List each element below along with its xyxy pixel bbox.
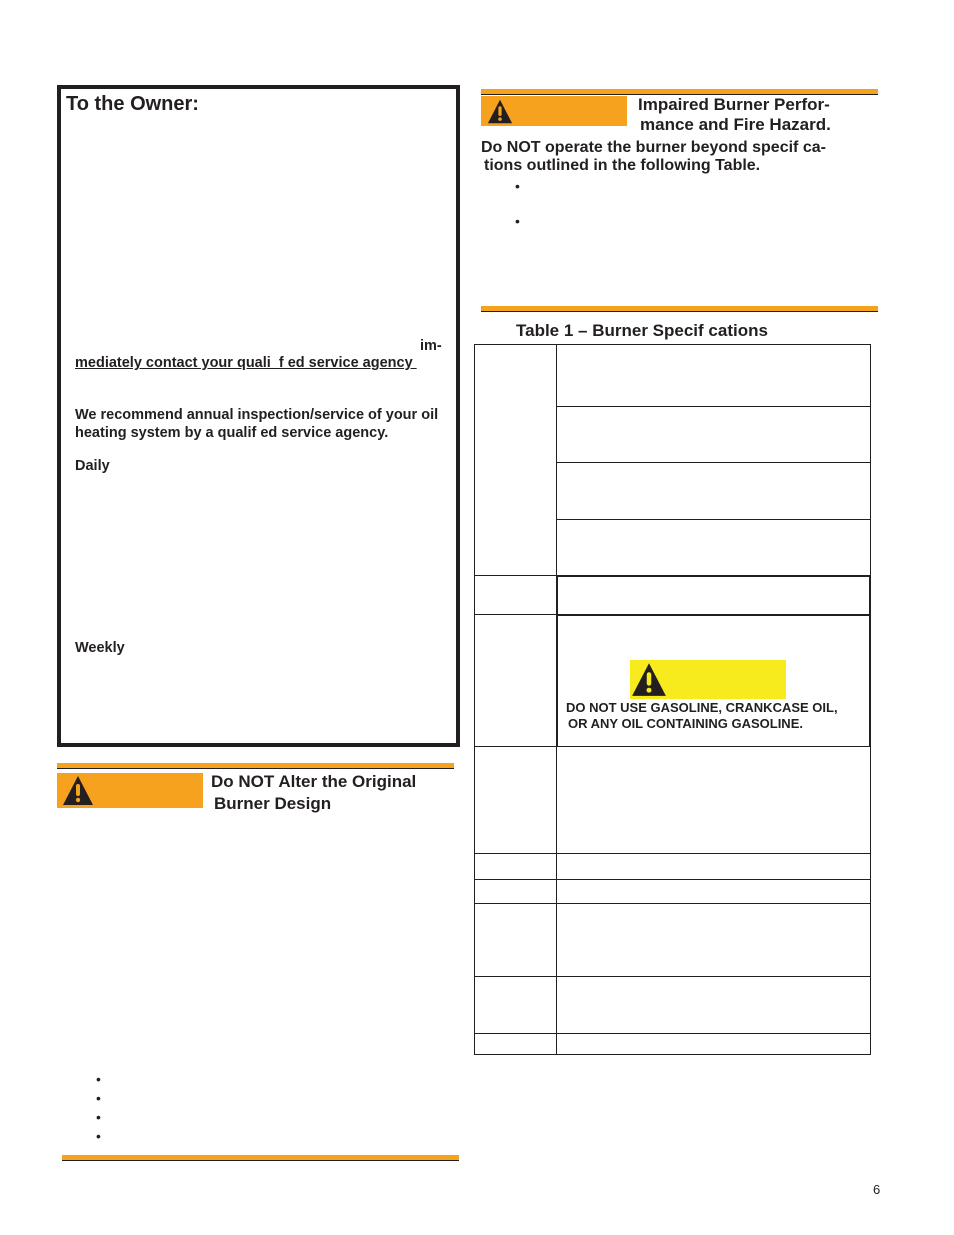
table-row-line <box>556 519 871 520</box>
bullet: • <box>515 213 520 229</box>
alter-design-heading-1: Do NOT Alter the Original <box>211 772 417 791</box>
bullet: • <box>96 1071 101 1087</box>
annual-inspection-text: We recommend annual inspection/service of your oil heating system by a qualif ed service agency. <box>75 407 439 441</box>
table-row-line <box>474 1033 871 1034</box>
warning-rule-top-left <box>57 763 454 769</box>
table-row-line <box>556 406 871 407</box>
table-row-line <box>556 614 871 616</box>
weekly-label: Weekly <box>75 640 125 656</box>
caution-note-line-1: DO NOT USE GASOLINE, CRANKCASE OIL, <box>566 700 838 715</box>
table-title: Table 1 – Burner Specif cations <box>516 321 768 340</box>
impaired-heading-2: mance and Fire Hazard. <box>640 115 831 134</box>
warning-banner <box>57 773 203 808</box>
caution-note-line-2: OR ANY OIL CONTAINING GASOLINE. <box>568 716 803 731</box>
table-row-line <box>474 976 871 977</box>
warning-triangle-icon <box>487 99 513 124</box>
table-row-line <box>474 879 871 880</box>
bullet: • <box>96 1109 101 1125</box>
alter-design-heading-2: Burner Design <box>214 794 332 813</box>
contact-line-1: im- <box>420 338 442 354</box>
table-row-line <box>474 903 871 904</box>
bullet: • <box>515 178 520 194</box>
impaired-body-2: tions outlined in the following Table. <box>484 157 761 174</box>
burner-spec-table <box>474 344 871 1055</box>
table-border <box>474 344 871 345</box>
impaired-heading-1: Impaired Burner Perfor- <box>638 95 830 114</box>
section-rule-bottom-left <box>62 1155 459 1161</box>
bullet: • <box>96 1128 101 1144</box>
warning-triangle-icon <box>62 775 94 806</box>
page-number: 6 <box>873 1182 881 1197</box>
bullet: • <box>96 1090 101 1106</box>
warning-banner <box>481 96 627 126</box>
caution-triangle-icon <box>631 662 667 697</box>
table-border <box>474 344 475 1055</box>
table-row-line <box>474 853 871 854</box>
caution-banner <box>630 660 786 699</box>
owner-title: To the Owner: <box>66 93 199 115</box>
section-rule-right <box>481 306 878 312</box>
daily-label: Daily <box>75 458 110 474</box>
table-row-line <box>556 575 871 577</box>
table-border <box>474 1054 871 1055</box>
contact-line-2: mediately contact your quali f ed service agency <box>75 355 417 371</box>
table-column-divider <box>556 575 558 747</box>
table-border <box>869 575 871 747</box>
table-row-line <box>474 746 871 747</box>
table-row-line <box>556 462 871 463</box>
impaired-body-1: Do NOT operate the burner beyond specif ca- <box>481 139 826 156</box>
